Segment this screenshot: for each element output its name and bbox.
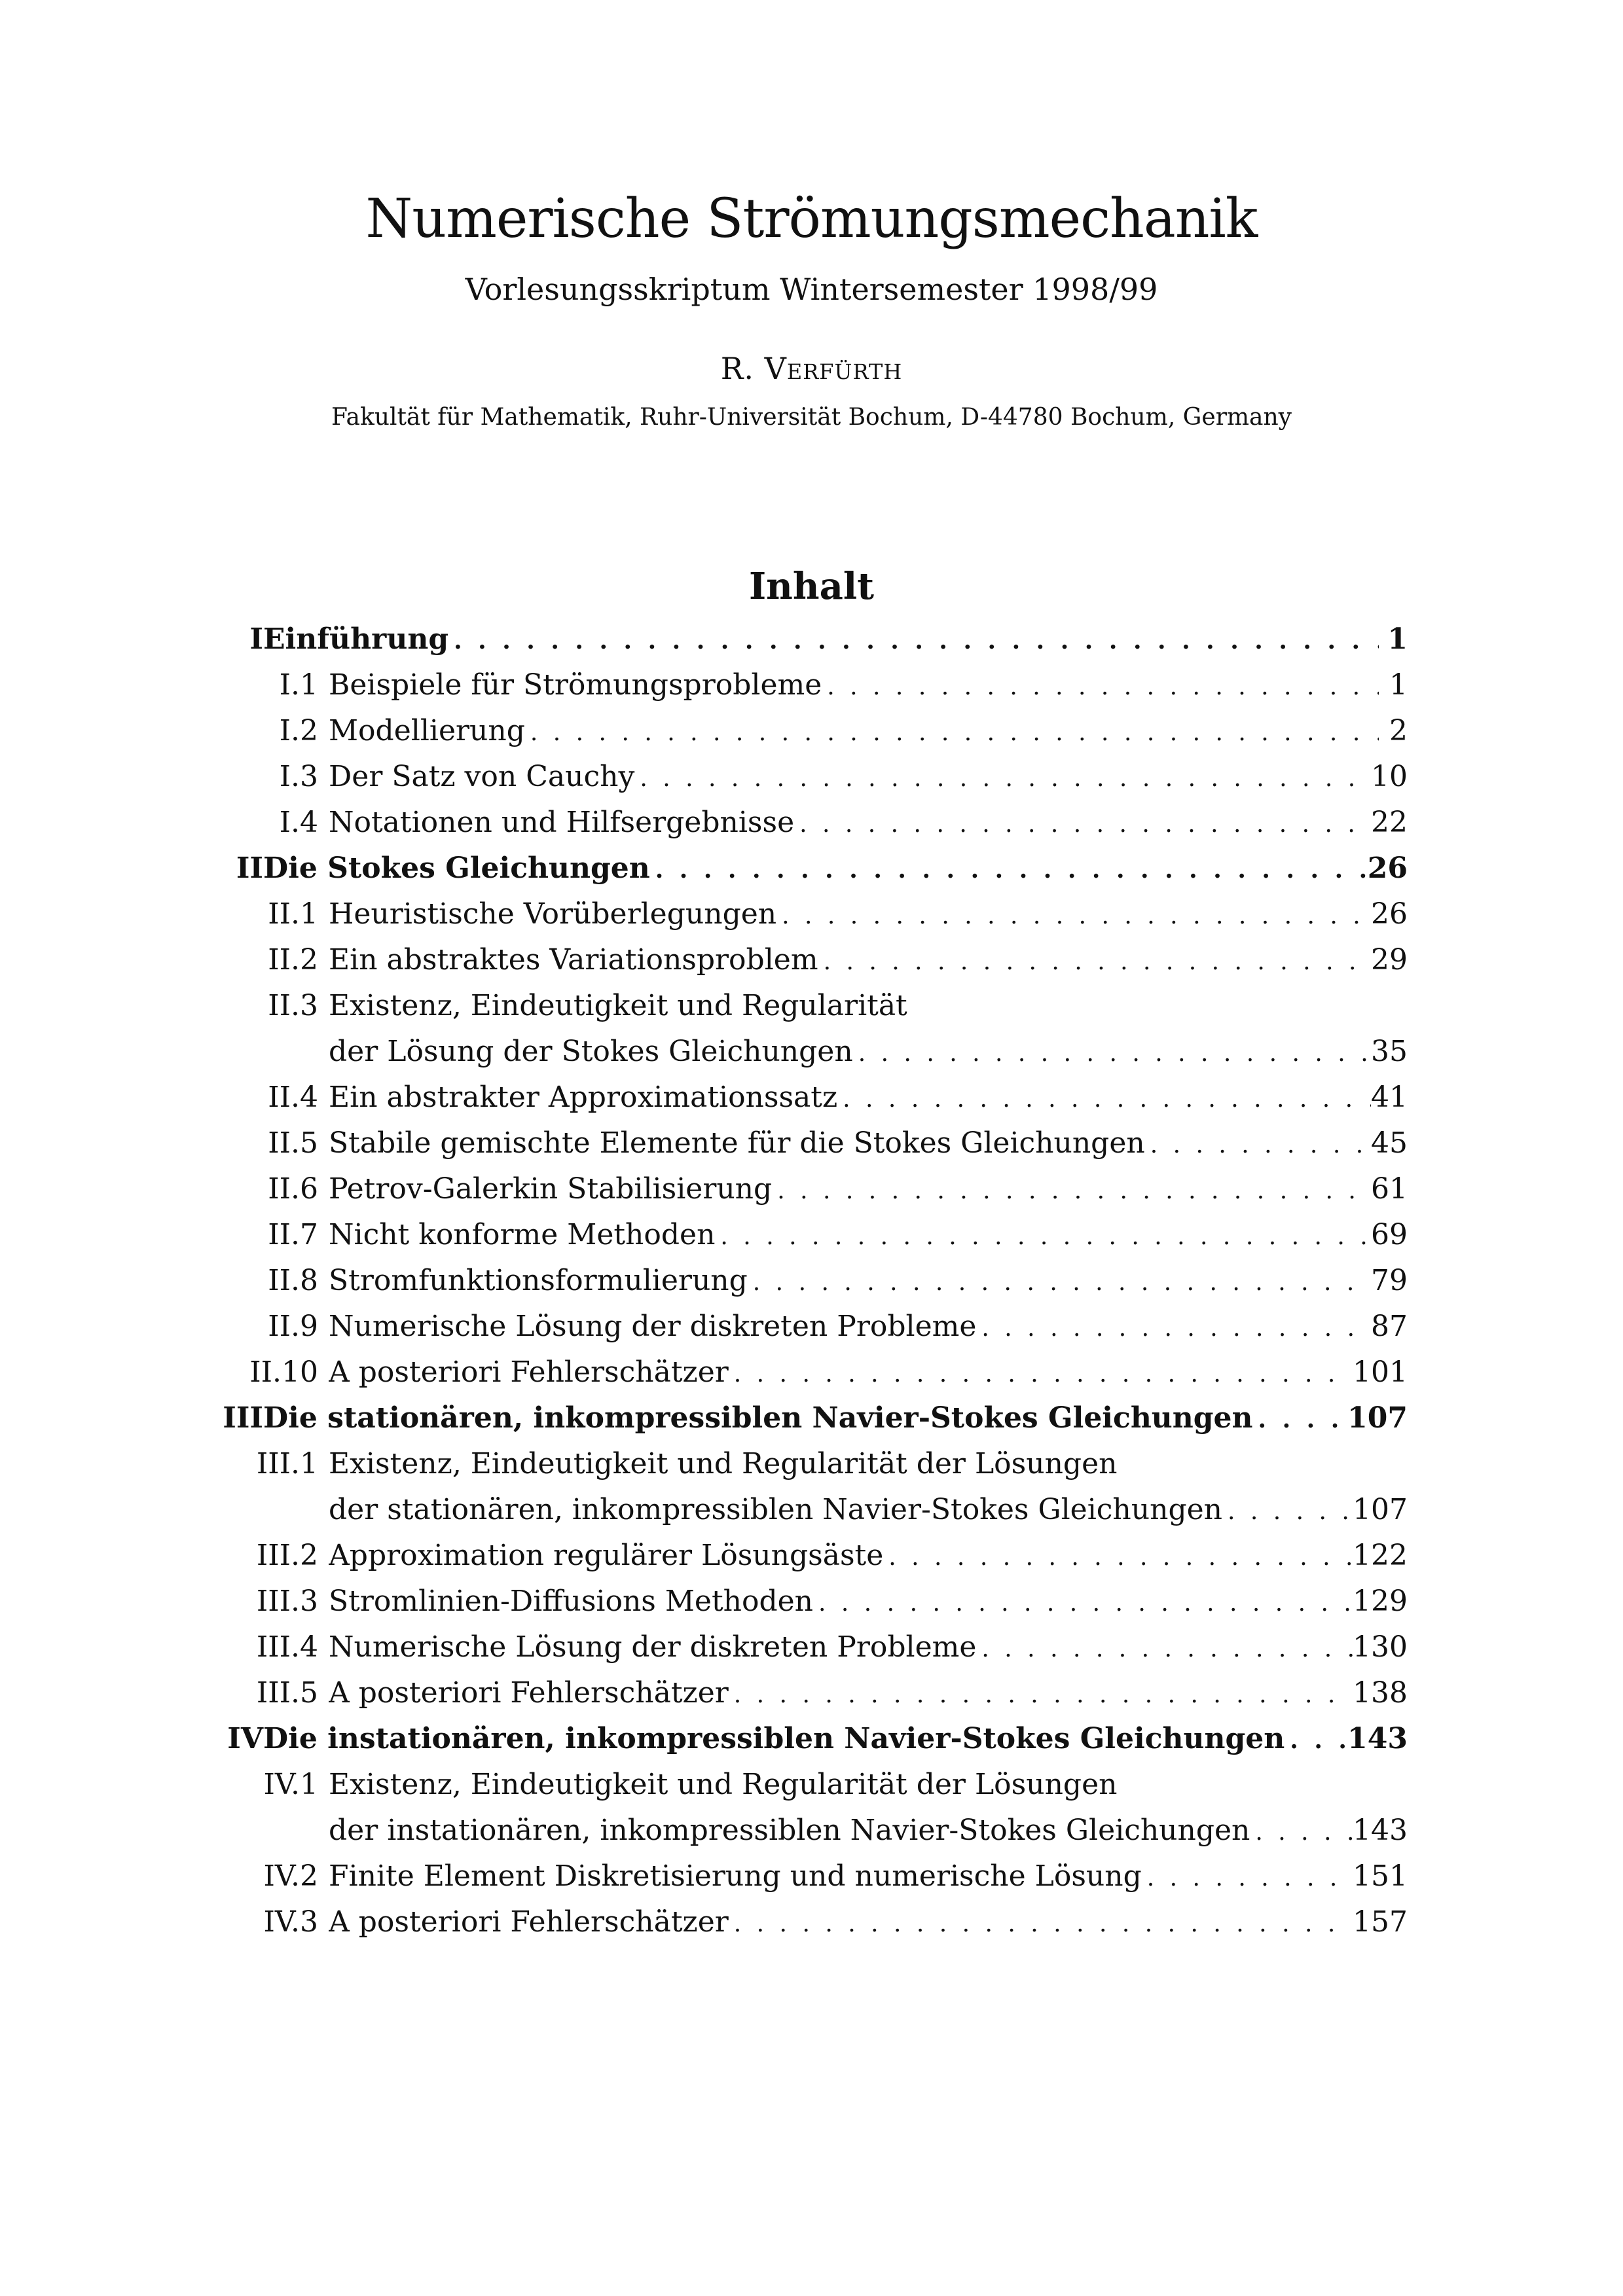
toc-section[interactable] [190,1441,1408,1487]
toc-entry-title: der stationären, inkompressiblen Navier-Stokes Gleichungen [329,1493,1222,1526]
toc-entry-number: II.1 [268,897,318,931]
toc-entry-line [329,1899,1408,1945]
toc-entry-number: I.1 [279,668,318,702]
toc-leader-dots [634,756,1371,800]
toc-entry-title: Heuristische Vorüberlegungen [329,897,777,931]
toc-section[interactable] [190,891,1408,937]
toc-entry-title: Petrov-Galerkin Stabilisierung [329,1172,773,1206]
toc-section-continuation[interactable] [190,1808,1408,1854]
author-affiliation: Fakultät für Mathematik, Ruhr-Universität Bochum, D-44780 Bochum, Germany [331,404,1292,431]
toc-section-continuation[interactable] [190,1029,1408,1075]
toc-entry-line [329,1670,1408,1716]
toc-entry-line [329,800,1408,846]
toc-entry-number: I [249,622,263,656]
toc-section[interactable] [190,662,1408,708]
toc-entry-title: Stromfunktionsformulierung [329,1264,748,1297]
toc-entry-title: Modellierung [329,714,525,747]
toc-entry-line [329,1029,1408,1075]
toc-chapter[interactable] [190,617,1408,662]
toc-entry-line [329,1121,1408,1166]
toc-section[interactable] [190,1121,1408,1166]
toc-entry-page: 69 [1371,1218,1408,1251]
toc-leader-dots [748,1260,1371,1304]
toc-entry-number: IV.1 [263,1768,318,1801]
toc-entry-number: I.2 [279,714,318,747]
toc-section-continuation[interactable] [190,1487,1408,1533]
toc-entry-line [329,708,1408,754]
toc-entry-line [329,754,1408,800]
toc-entry-line [329,1258,1408,1304]
toc-entry-page: 157 [1353,1905,1408,1939]
toc-entry-title: Die stationären, inkompressiblen Navier-Stokes Gleichungen [263,1401,1253,1435]
table-of-contents [190,617,1408,1945]
toc-entry-page: 29 [1371,943,1408,977]
toc-entry-title: Numerische Lösung der diskreten Probleme [329,1630,977,1664]
toc-entry-line [329,937,1408,983]
toc-entry-number: IV.3 [263,1905,318,1939]
toc-entry-line [329,1533,1408,1579]
toc-entry-title: Die Stokes Gleichungen [263,852,650,885]
toc-entry-number: III.2 [256,1539,318,1572]
toc-leader-dots [837,1077,1371,1121]
toc-entry-title: Die instationären, inkompressiblen Navier-Stokes Gleichungen [263,1722,1285,1755]
toc-entry-line [329,1166,1408,1212]
toc-section[interactable] [190,1350,1408,1395]
toc-entry-number: II.3 [268,989,318,1022]
toc-entry-page: 151 [1353,1859,1408,1893]
toc-entry-page: 45 [1371,1126,1408,1160]
toc-section[interactable] [190,1624,1408,1670]
toc-entry-title: Stromlinien-Diffusions Methoden [329,1585,814,1618]
toc-leader-dots [776,893,1371,937]
toc-entry-number: III.5 [256,1676,318,1710]
toc-section[interactable] [190,937,1408,983]
toc-entry-line [329,1762,1408,1808]
toc-entry-number: I.3 [279,760,318,793]
toc-section[interactable] [190,1212,1408,1258]
toc-section[interactable] [190,1533,1408,1579]
toc-entry-page: 22 [1371,806,1408,839]
toc-entry-number: II.7 [268,1218,318,1251]
toc-entry-line [329,1350,1408,1395]
toc-leader-dots [822,664,1379,708]
toc-entry-number: II.10 [249,1355,318,1389]
toc-section[interactable] [190,1670,1408,1716]
toc-entry-title: Numerische Lösung der diskreten Probleme [329,1310,977,1343]
toc-section[interactable] [190,800,1408,846]
toc-entry-number: III [223,1401,263,1435]
toc-entry-line [329,1441,1408,1487]
toc-leader-dots [813,1581,1353,1624]
toc-entry-number: II [236,852,263,885]
toc-entry-line [329,1808,1408,1854]
toc-entry-line [329,1854,1408,1899]
toc-entry-number: IV [227,1722,263,1755]
toc-section[interactable] [190,1899,1408,1945]
toc-section[interactable] [190,1075,1408,1121]
toc-chapter[interactable] [190,846,1408,891]
toc-entry-number [190,1808,318,1854]
toc-entry-page: 143 [1353,1814,1408,1847]
toc-entry-page: 41 [1371,1081,1408,1114]
toc-entry-line [329,1304,1408,1350]
toc-entry-title: Beispiele für Strömungsprobleme [329,668,822,702]
toc-entry-title: A posteriori Fehlerschätzer [329,1905,729,1939]
toc-entry-page: 61 [1371,1172,1408,1206]
toc-entry-page: 26 [1367,852,1408,885]
toc-entry-line [263,617,1408,662]
toc-entry-page: 35 [1371,1035,1408,1068]
toc-entry-line [329,1212,1408,1258]
toc-entry-number [190,1029,318,1075]
toc-entry-number: II.4 [268,1081,318,1114]
toc-leader-dots [729,1901,1353,1945]
toc-entry-line [263,1716,1408,1762]
toc-entry-page: 87 [1371,1310,1408,1343]
toc-entry-title: Existenz, Eindeutigkeit und Regularität der Lösungen [329,1768,1118,1801]
toc-section[interactable] [190,1762,1408,1808]
toc-leader-dots [525,710,1379,754]
toc-leader-dots [1142,1856,1353,1899]
toc-leader-dots [1222,1489,1353,1533]
toc-entry-page: 101 [1353,1355,1408,1389]
toc-entry-line [329,662,1408,708]
toc-leader-dots [729,1672,1353,1716]
toc-entry-page: 26 [1371,897,1408,931]
document-title: Numerische Strömungsmechanik [365,188,1258,250]
toc-section[interactable] [190,754,1408,800]
toc-entry-title: Ein abstraktes Variationsproblem [329,943,818,977]
toc-entry-number [190,1487,318,1533]
toc-leader-dots [976,1626,1353,1670]
toc-entry-number: IV.2 [263,1859,318,1893]
toc-leader-dots [794,802,1371,846]
toc-entry-number: I.4 [279,806,318,839]
toc-entry-page: 107 [1353,1493,1408,1526]
toc-section[interactable] [190,983,1408,1029]
toc-entry-title: Existenz, Eindeutigkeit und Regularität [329,989,907,1022]
toc-entry-number: II.8 [268,1264,318,1297]
toc-section[interactable] [190,1854,1408,1899]
toc-entry-line [329,1075,1408,1121]
toc-entry-title: Existenz, Eindeutigkeit und Regularität der Lösungen [329,1447,1118,1480]
toc-entry-page: 129 [1353,1585,1408,1618]
toc-section[interactable] [190,1258,1408,1304]
toc-section[interactable] [190,1579,1408,1624]
toc-entry-page: 130 [1353,1630,1408,1664]
toc-entry-line [329,1487,1408,1533]
toc-entry-page: 10 [1371,760,1408,793]
toc-entry-page: 122 [1353,1539,1408,1572]
toc-leader-dots [883,1535,1353,1579]
toc-entry-number: III.4 [256,1630,318,1664]
toc-entry-title: Nicht konforme Methoden [329,1218,716,1251]
toc-entry-number: III.1 [256,1447,318,1480]
toc-entry-page: 143 [1347,1722,1408,1755]
toc-entry-title: der Lösung der Stokes Gleichungen [329,1035,853,1068]
toc-entry-page: 138 [1353,1676,1408,1710]
toc-entry-page: 79 [1371,1264,1408,1297]
toc-entry-line [329,1624,1408,1670]
toc-entry-line [263,846,1408,891]
toc-entry-line [263,1395,1408,1441]
toc-entry-number: II.5 [268,1126,318,1160]
toc-leader-dots [448,618,1379,662]
toc-entry-title: Ein abstrakter Approximationssatz [329,1081,838,1114]
toc-leader-dots [1250,1810,1353,1854]
toc-leader-dots [729,1352,1353,1395]
toc-leader-dots [1145,1122,1371,1166]
toc-leader-dots [715,1214,1371,1258]
toc-entry-number: III.3 [256,1585,318,1618]
toc-entry-title: Notationen und Hilfsergebnisse [329,806,795,839]
toc-chapter[interactable] [190,1716,1408,1762]
toc-section[interactable] [190,708,1408,754]
toc-entry-title: Der Satz von Cauchy [329,760,635,793]
toc-leader-dots [772,1168,1371,1212]
toc-entry-line [329,1579,1408,1624]
author-name: R. Verfürth [720,351,903,386]
toc-leader-dots [650,847,1368,891]
document-subtitle: Vorlesungsskriptum Wintersemester 1998/99 [465,272,1158,307]
toc-entry-line [329,891,1408,937]
toc-leader-dots [818,939,1371,983]
toc-entry-title: Finite Element Diskretisierung und numerische Lösung [329,1859,1142,1893]
toc-entry-title: Stabile gemischte Elemente für die Stokes Gleichungen [329,1126,1145,1160]
toc-leader-dots [976,1306,1371,1350]
toc-entry-title: A posteriori Fehlerschätzer [329,1355,729,1389]
toc-leader-dots [853,1031,1371,1075]
toc-entry-title: A posteriori Fehlerschätzer [329,1676,729,1710]
toc-entry-page: 1 [1387,622,1408,656]
toc-entry-number: II.9 [268,1310,318,1343]
toc-entry-page: 107 [1347,1401,1408,1435]
toc-heading: Inhalt [748,565,875,608]
toc-leader-dots [1253,1397,1348,1441]
toc-entry-title: Einführung [263,622,449,656]
toc-leader-dots [1285,1717,1347,1762]
toc-entry-number: II.6 [268,1172,318,1206]
toc-chapter[interactable] [190,1395,1408,1441]
toc-entry-title: der instationären, inkompressiblen Navier-Stokes Gleichungen [329,1814,1250,1847]
toc-section[interactable] [190,1166,1408,1212]
toc-entry-page: 1 [1389,668,1408,702]
toc-section[interactable] [190,1304,1408,1350]
toc-entry-line [329,983,1408,1029]
toc-entry-page: 2 [1389,714,1408,747]
toc-entry-number: II.2 [268,943,318,977]
toc-entry-title: Approximation regulärer Lösungsäste [329,1539,884,1572]
